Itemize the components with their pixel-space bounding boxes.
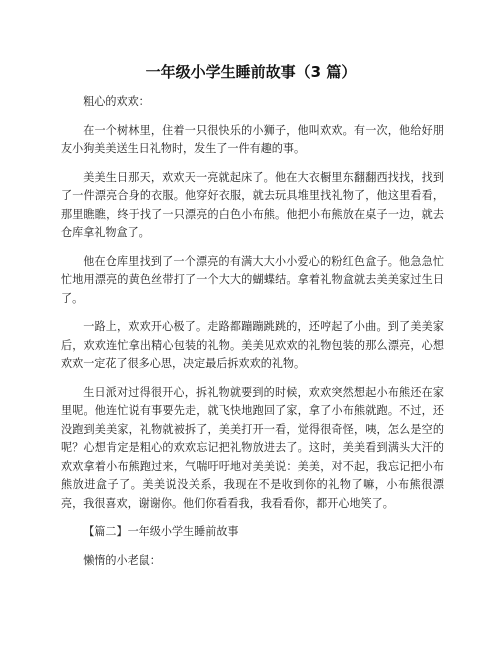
paragraph-story1-heading: 粗心的欢欢： [83, 95, 150, 108]
paragraph: 生日派对过得很开心，拆礼物就要到的时候，欢欢突然想起小布熊还在家里呢。他连忙说有事要先走，就飞快地跑回了家，拿了小布熊就跑。不过，还没跑到美美家，礼物就被拆了，美美打开一看，觉得很奇怪，咦，怎么是空的呢？心想肯定是粗心的欢欢忘记把礼物放进去了。这时，美美看到满头大汗的欢欢拿着小布熊跑过来，气喘吁吁地对美美说：美美，对不起，我忘记把小布熊放进盒子了。美美说没关系，我现在不是收到你的礼物了嘛，小布熊很漂亮，我很喜欢，谢谢你。他们你看看我，我看看你，都开心地笑了。 [61, 385, 444, 510]
paragraph-story2-heading: 懒惰的小老鼠： [83, 553, 161, 567]
paragraph: 他在仓库里找到了一个漂亮的有满大大小小爱心的粉红色盒子。他急急忙忙地用漂亮的黄色丝带打了一个大大的蝴蝶结。拿着礼物盒就去美美家过生日了。 [61, 254, 444, 305]
section-heading: 【篇二】一年级小学生睡前故事 [83, 525, 239, 538]
paragraph: 一路上，欢欢开心极了。走路都蹦蹦跳跳的，还哼起了小曲。到了美美家后，欢欢连忙拿出精心包装的礼物。美美见欢欢的礼物包装的那么漂亮，心想欢欢一定花了很多心思，决定最后拆欢欢的礼物。 [61, 320, 444, 370]
document-title: 一年级小学生睡前故事（3 篇） [145, 63, 357, 81]
paragraph: 在一个树林里，住着一只很快乐的小狮子，他叫欢欢。有一次，他给好朋友小狗美美送生日礼物时，发生了一件有趣的事。 [61, 123, 444, 155]
paragraph: 美美生日那天，欢欢天一亮就起床了。他在大衣橱里东翻翻西找找，找到了一件漂亮合身的衣服。他穿好衣服，就去玩具堆里找礼物了，他这里看看，那里瞧瞧，终于找了一只漂亮的白色小布熊。他把小布熊放在桌子一边，就去仓库拿礼物盒了。 [61, 170, 444, 239]
document-body [61, 93, 444, 580]
